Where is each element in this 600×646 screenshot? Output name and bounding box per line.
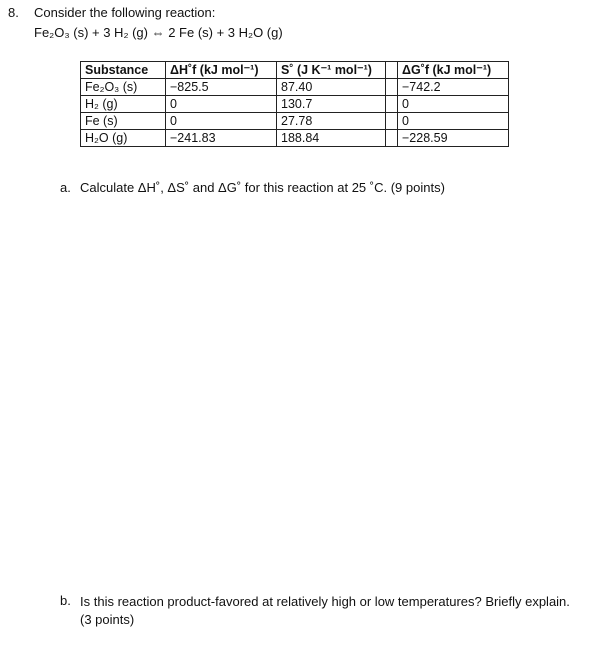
column-gap [386, 79, 398, 96]
cell-substance: Fe (s) [81, 113, 166, 130]
column-gap [386, 113, 398, 130]
cell-entropy: 87.40 [277, 79, 386, 96]
cell-enthalpy: 0 [166, 113, 277, 130]
cell-gibbs: −228.59 [398, 130, 509, 147]
table-row [81, 79, 509, 96]
table-row [81, 130, 509, 147]
header-entropy: S˚ (J K⁻¹ mol⁻¹) [277, 62, 386, 79]
part-a-label: a. [60, 180, 71, 195]
part-b-prompt: Is this reaction product-favored at relatively high or low temperatures? Briefly explain. (3 points) [80, 594, 570, 627]
reaction-equation: Fe₂O₃ (s) + 3 H₂ (g) ⇔ 2 Fe (s) + 3 H₂O (g) [34, 25, 283, 40]
table-row [81, 96, 509, 113]
cell-gibbs: 0 [398, 113, 509, 130]
table-row [81, 113, 509, 130]
cell-enthalpy: −825.5 [166, 79, 277, 96]
header-enthalpy: ΔH˚f (kJ mol⁻¹) [166, 62, 277, 79]
header-substance: Substance [81, 62, 166, 79]
cell-substance: H₂ (g) [81, 96, 166, 113]
part-b-label: b. [60, 593, 71, 608]
part-a-prompt: Calculate ΔH˚, ΔS˚ and ΔG˚ for this reaction at 25 ˚C. (9 points) [80, 180, 445, 195]
cell-entropy: 130.7 [277, 96, 386, 113]
table-header-row [81, 62, 509, 79]
cell-gibbs: −742.2 [398, 79, 509, 96]
cell-substance: Fe₂O₃ (s) [81, 79, 166, 96]
cell-gibbs: 0 [398, 96, 509, 113]
cell-substance: H₂O (g) [81, 130, 166, 147]
question-number: 8. [8, 5, 19, 20]
cell-entropy: 27.78 [277, 113, 386, 130]
column-gap [386, 96, 398, 113]
cell-enthalpy: 0 [166, 96, 277, 113]
column-gap [386, 130, 398, 147]
cell-enthalpy: −241.83 [166, 130, 277, 147]
question-title: Consider the following reaction: [34, 5, 216, 20]
header-gibbs: ΔG˚f (kJ mol⁻¹) [398, 62, 509, 79]
cell-entropy: 188.84 [277, 130, 386, 147]
column-gap [386, 62, 398, 79]
thermo-data-table [80, 61, 509, 147]
